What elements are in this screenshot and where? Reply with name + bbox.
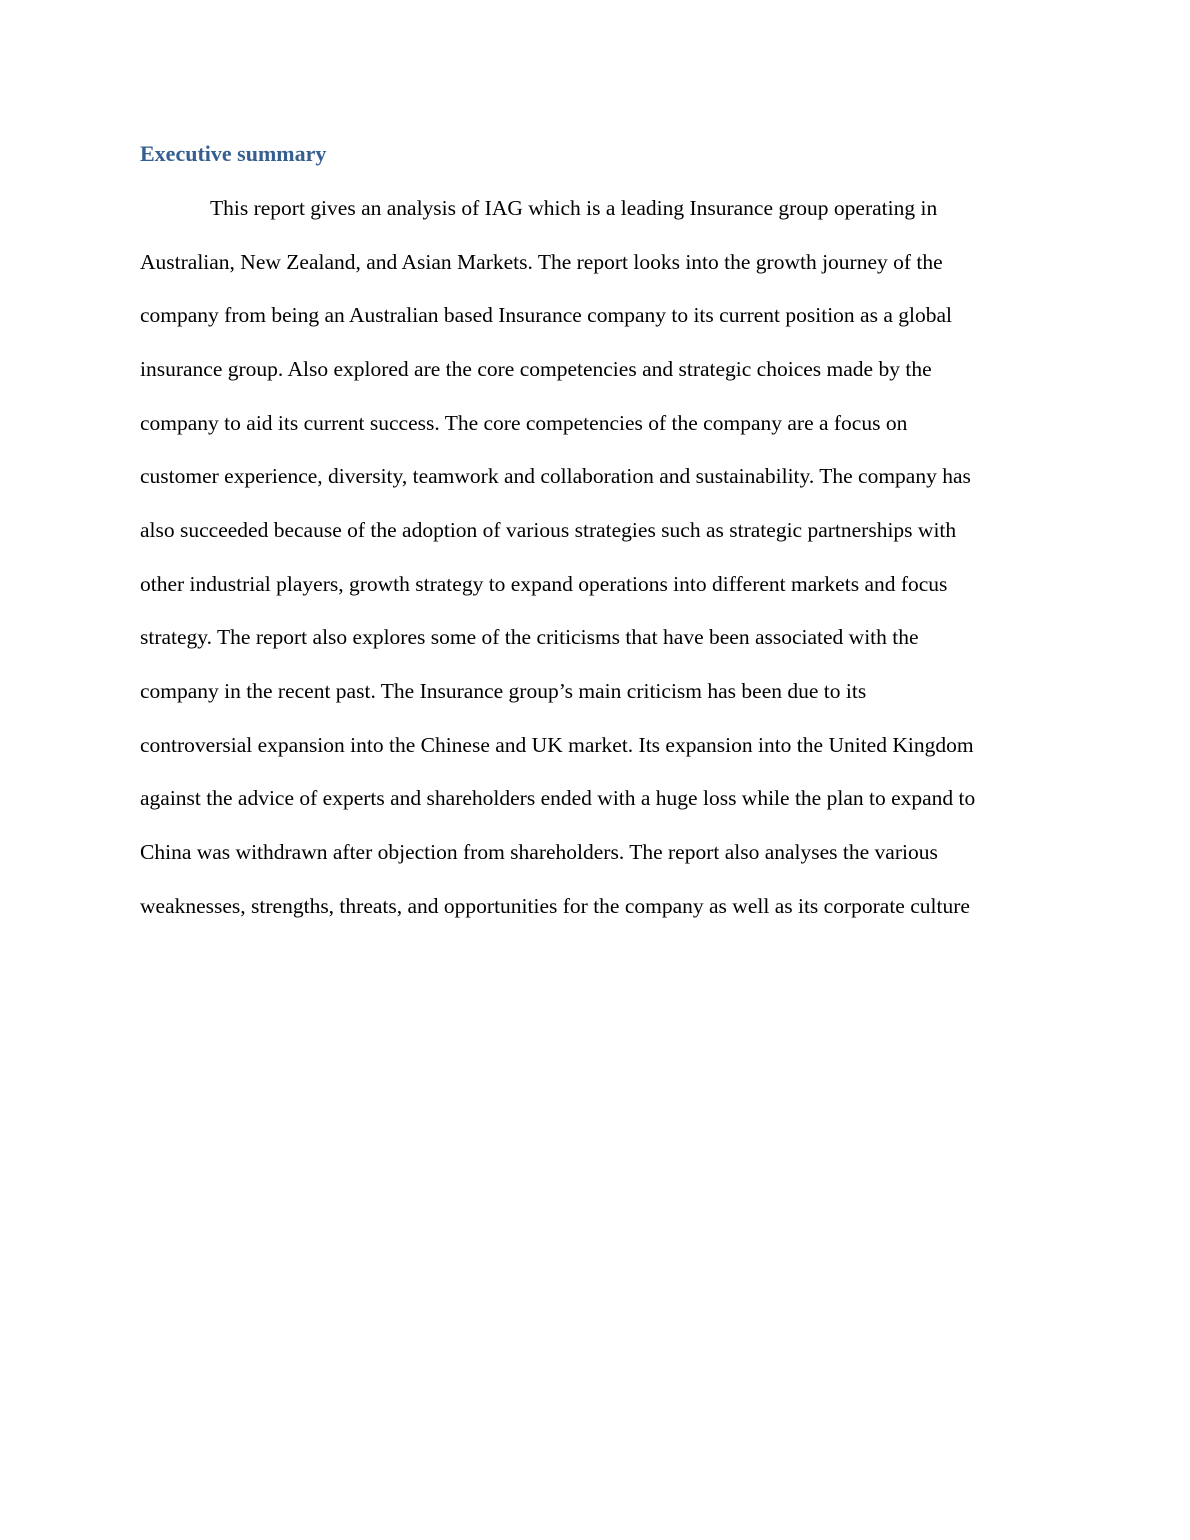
paragraph-line: weaknesses, strengths, threats, and opportunities for the company as well as its corporate culture <box>140 894 970 918</box>
paragraph-line: against the advice of experts and shareholders ended with a huge loss while the plan to expand to <box>140 786 976 810</box>
paragraph-line: customer experience, diversity, teamwork and collaboration and sustainability. The company has <box>140 464 971 488</box>
paragraph-line: also succeeded because of the adoption of various strategies such as strategic partnerships with <box>140 518 957 542</box>
paragraph-line: company from being an Australian based Insurance company to its current position as a global <box>140 303 953 327</box>
paragraph-line: company in the recent past. The Insurance group’s main criticism has been due to its <box>140 679 867 703</box>
paragraph-line: Australian, New Zealand, and Asian Markets. The report looks into the growth journey of the <box>140 250 943 274</box>
paragraph-line: strategy. The report also explores some of the criticisms that have been associated with the <box>140 625 919 649</box>
section-heading: Executive summary <box>140 141 327 166</box>
paragraph-line: insurance group. Also explored are the core competencies and strategic choices made by the <box>140 357 932 381</box>
paragraph-line: China was withdrawn after objection from shareholders. The report also analyses the various <box>140 840 938 864</box>
paragraph-line: controversial expansion into the Chinese and UK market. Its expansion into the United Kingdom <box>140 733 974 757</box>
paragraph-line: This report gives an analysis of IAG which is a leading Insurance group operating in <box>210 196 938 220</box>
paragraph-line: company to aid its current success. The core competencies of the company are a focus on <box>140 411 908 435</box>
paragraph-line: other industrial players, growth strategy to expand operations into different markets and focus <box>140 572 948 596</box>
